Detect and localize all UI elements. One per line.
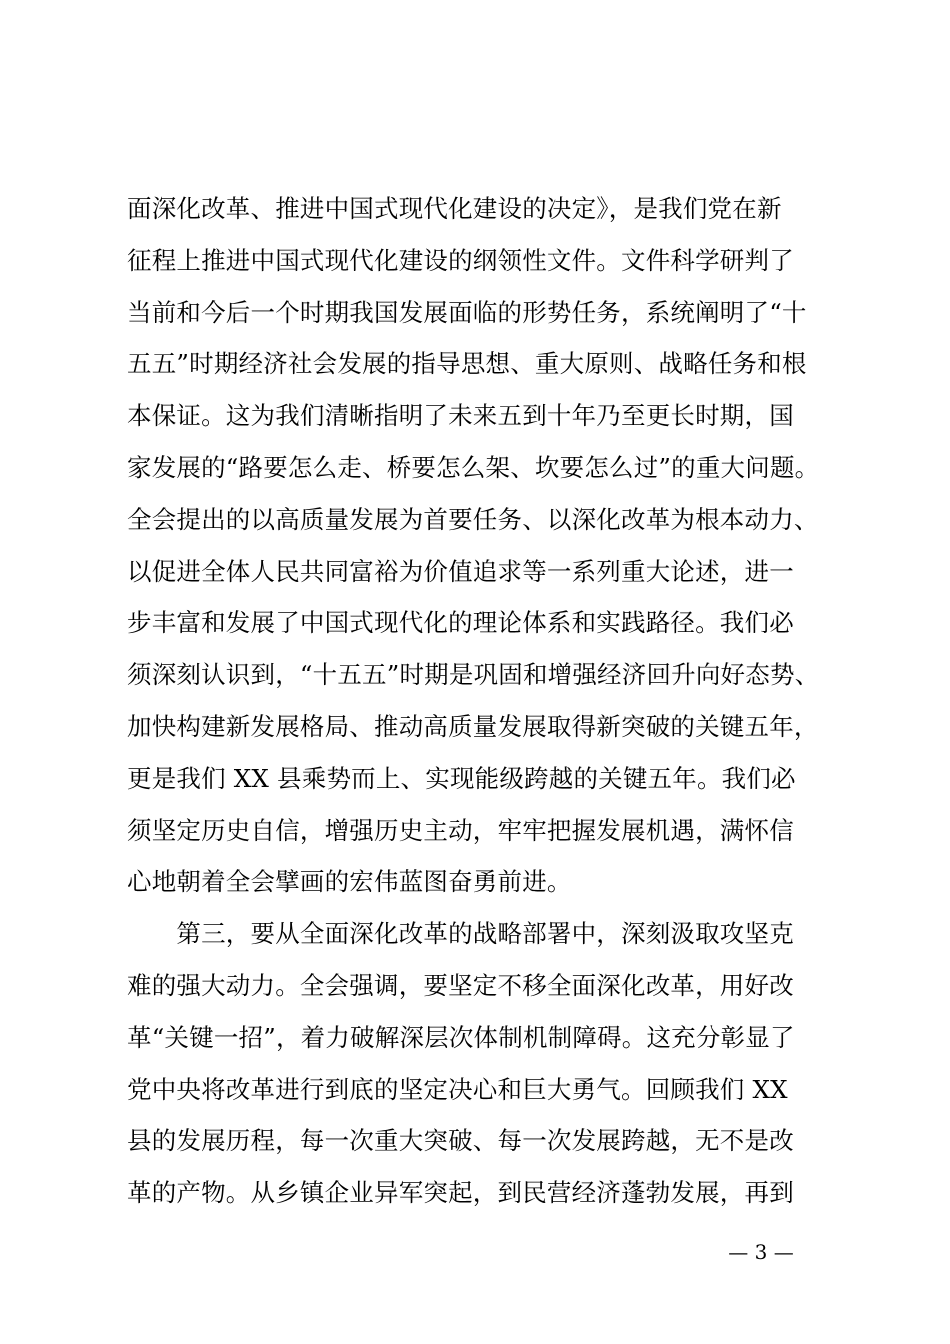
text-line-4: 五五”时期经济社会发展的指导思想、重大原则、战略任务和根 [127, 349, 807, 379]
text-line-9: 步丰富和发展了中国式现代化的理论体系和实践路径。我们必 [127, 608, 794, 638]
text-line-5: 本保证。这为我们清晰指明了未来五到十年乃至更长时期，国 [127, 401, 794, 431]
text-line-1: 面深化改革、推进中国式现代化建设的决定》，是我们党在新 [127, 194, 782, 223]
page-number: — 3 — [728, 1240, 794, 1264]
text-line-7: 全会提出的以高质量发展为首要任务、以深化改革为根本动力、 [127, 504, 819, 534]
text-line-19: 县的发展历程，每一次重大突破、每一次发展跨越，无不是改 [127, 1126, 794, 1156]
text-line-13: 须坚定历史自信，增强历史主动，牢牢把握发展机遇，满怀信 [127, 815, 794, 845]
text-line-17: 革“关键一招”，着力破解深层次体制机制障碍。这充分彰显了 [127, 1022, 795, 1052]
text-line-3: 当前和今后一个时期我国发展面临的形势任务，系统阐明了“十 [127, 297, 807, 327]
text-line-20: 革的产物。从乡镇企业异军突起，到民营经济蓬勃发展，再到 [127, 1178, 794, 1208]
text-line-18: 党中央将改革进行到底的坚定决心和巨大勇气。回顾我们 XX [127, 1074, 788, 1104]
body-text [127, 183, 857, 1219]
text-line-14: 心地朝着全会擘画的宏伟蓝图奋勇前进。 [127, 867, 572, 897]
text-line-2: 征程上推进中国式现代化建设的纲领性文件。文件科学研判了 [127, 245, 794, 275]
text-line-15: 第三，要从全面深化改革的战略部署中，深刻汲取攻坚克 [127, 919, 794, 949]
text-line-6: 家发展的“路要怎么走、桥要怎么架、坎要怎么过”的重大问题。 [127, 452, 820, 482]
text-line-12: 更是我们 XX 县乘势而上、实现能级跨越的关键五年。我们必 [127, 763, 796, 793]
text-line-8: 以促进全体人民共同富裕为价值追求等一系列重大论述，进一 [127, 556, 794, 586]
text-line-10: 须深刻认识到，“十五五”时期是巩固和增强经济回升向好态势、 [127, 660, 820, 690]
text-line-11: 加快构建新发展格局、推动高质量发展取得新突破的关键五年， [127, 711, 819, 741]
text-line-16: 难的强大动力。全会强调，要坚定不移全面深化改革，用好改 [127, 970, 794, 1000]
